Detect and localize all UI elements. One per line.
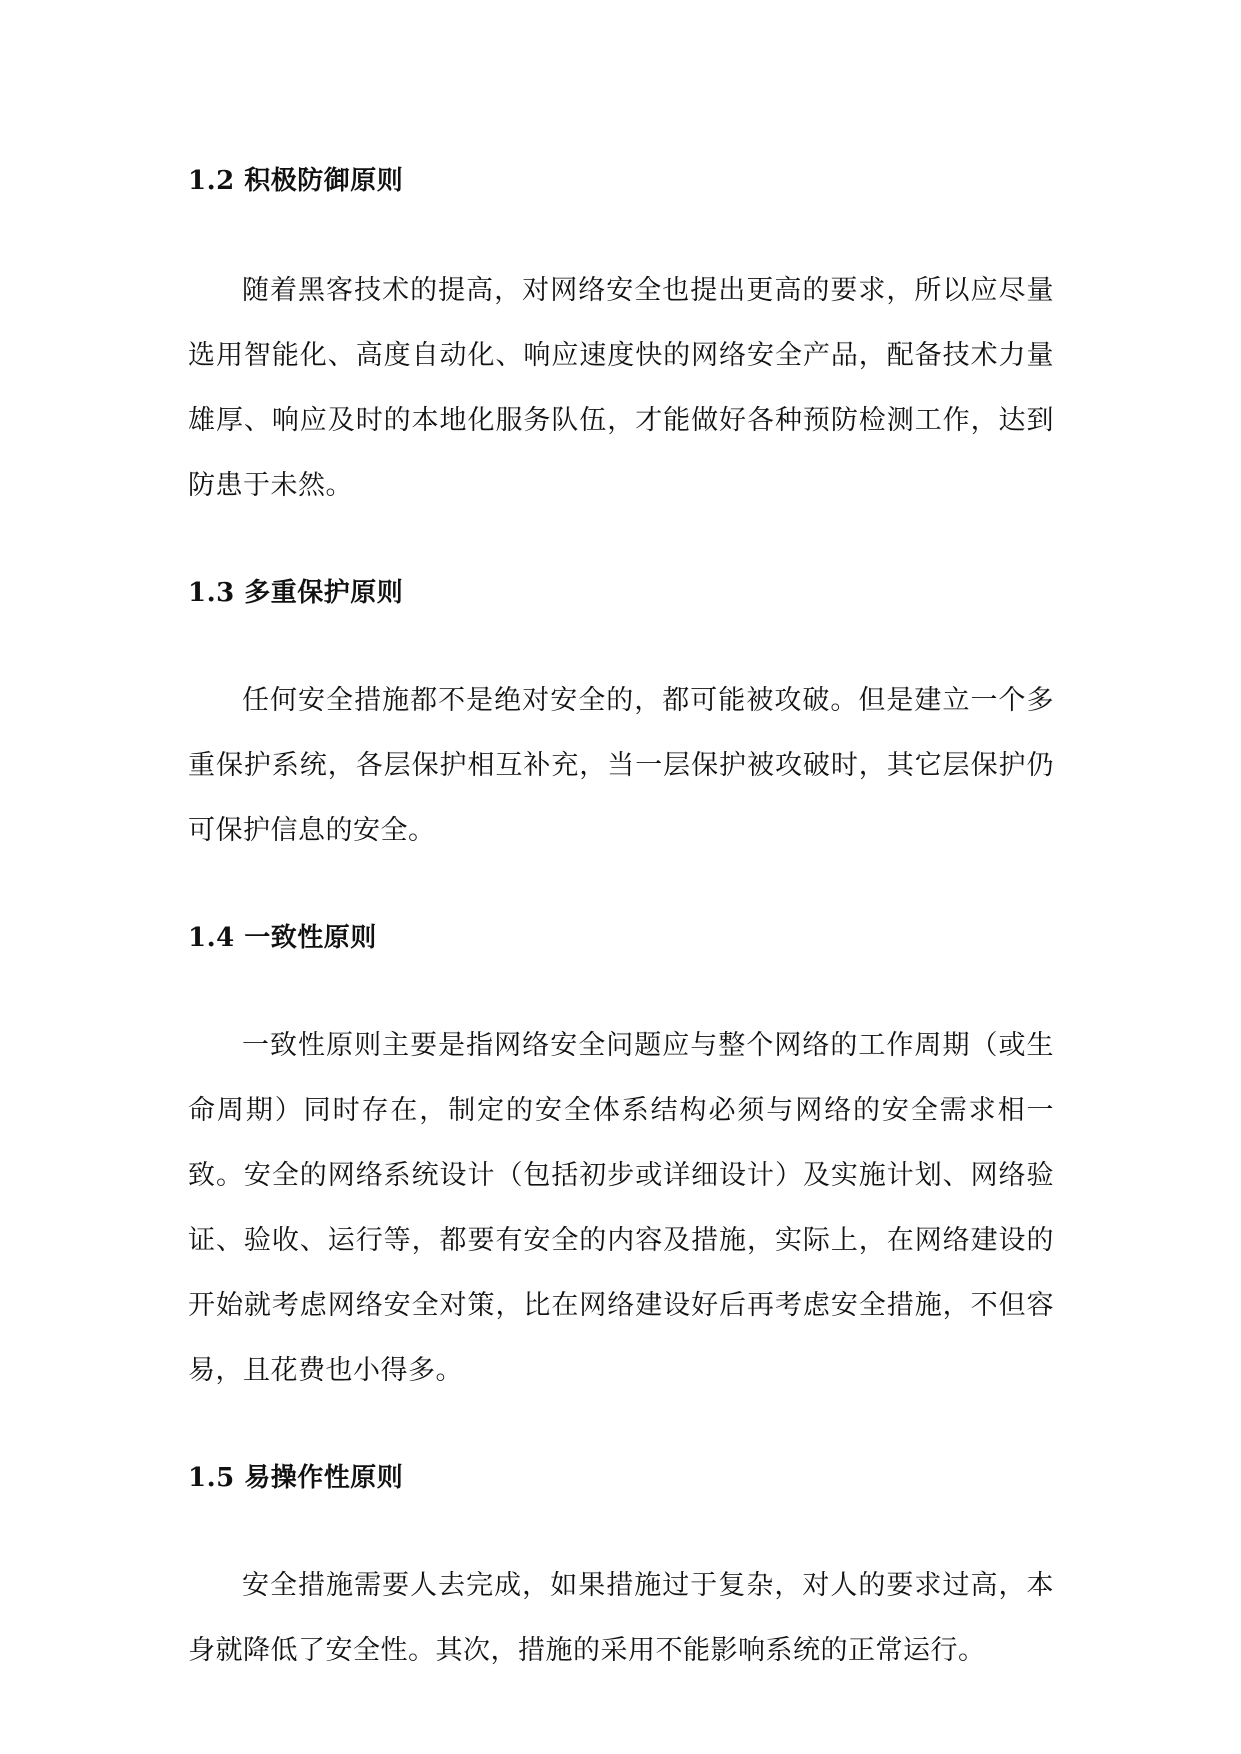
- section-paragraph: 随着黑客技术的提高，对网络安全也提出更高的要求，所以应尽量选用智能化、高度自动化、响应速度快的网络安全产品，配备技术力量雄厚、响应及时的本地化服务队伍，才能做好各种预防检测工作，达到防患于未然。: [188, 275, 1054, 501]
- section-1-5: [188, 1445, 1054, 1683]
- section-paragraph: 一致性原则主要是指网络安全问题应与整个网络的工作周期（或生命周期）同时存在，制定的安全体系结构必须与网络的安全需求相一致。安全的网络系统设计（包括初步或详细设计）及实施计划、网络验证、验收、运行等，都要有安全的内容及措施，实际上，在网络建设的开始就考虑网络安全对策，比在网络建设好后再考虑安全措施，不但容易，且花费也小得多。: [188, 1030, 1054, 1386]
- document-content: [188, 148, 1054, 1683]
- section-heading: 1.4 一致性原则: [188, 923, 377, 953]
- section-1-4: [188, 905, 1054, 1403]
- section-1-3: [188, 560, 1054, 863]
- section-heading: 1.3 多重保护原则: [188, 578, 404, 608]
- section-paragraph: 安全措施需要人去完成，如果措施过于复杂，对人的要求过高，本身就降低了安全性。其次，措施的采用不能影响系统的正常运行。: [188, 1570, 1054, 1666]
- section-heading: 1.2 积极防御原则: [188, 166, 404, 196]
- section-heading: 1.5 易操作性原则: [188, 1463, 404, 1493]
- section-paragraph: 任何安全措施都不是绝对安全的，都可能被攻破。但是建立一个多重保护系统，各层保护相互补充，当一层保护被攻破时，其它层保护仍可保护信息的安全。: [188, 685, 1054, 846]
- section-1-2: [188, 148, 1054, 518]
